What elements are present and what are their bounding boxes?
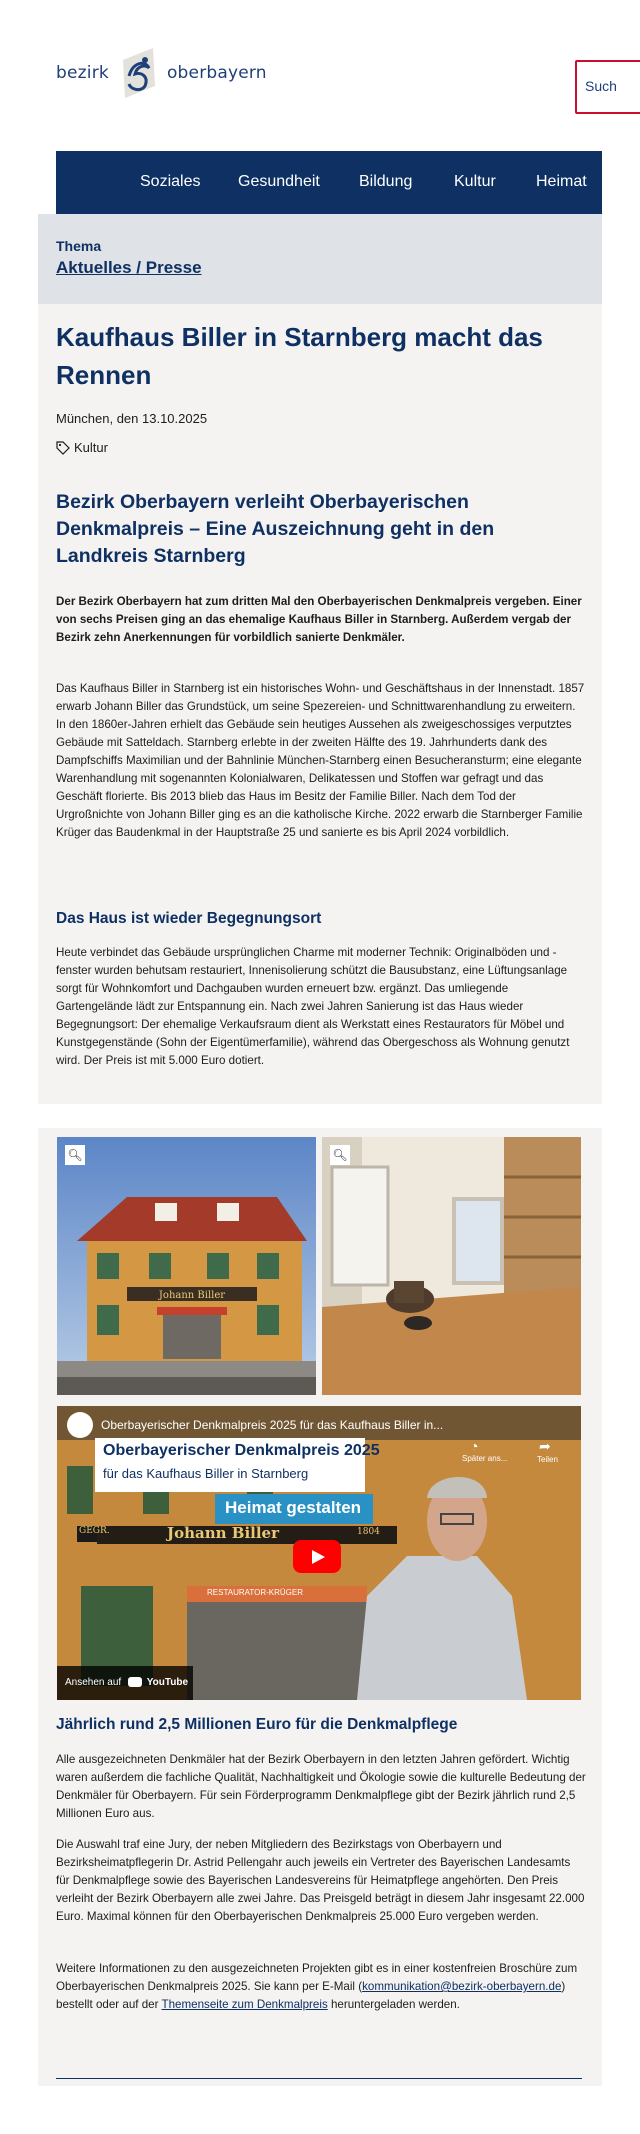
body5-post: heruntergeladen werden.: [327, 1998, 460, 2011]
watch-later-label: Später ans...: [462, 1454, 508, 1463]
logo-emblem-icon: [115, 42, 161, 104]
article-body-5: [56, 1960, 586, 2014]
watch-later-button[interactable]: [462, 1438, 507, 1463]
share-icon: ➦: [539, 1438, 551, 1454]
share-label: Teilen: [537, 1455, 558, 1464]
email-link[interactable]: kommunikation@bezirk-oberbayern.de: [362, 1980, 562, 1993]
logo-text-left: bezirk: [56, 63, 109, 83]
article-date: München, den 13.10.2025: [56, 411, 208, 426]
youtube-logo-icon: [128, 1677, 142, 1687]
main-navigation: [56, 151, 602, 214]
video-card-title: Oberbayerischer Denkmalpreis 2025: [103, 1442, 380, 1459]
nav-item-gesundheit[interactable]: Gesundheit: [238, 173, 320, 190]
video-title[interactable]: Oberbayerischer Denkmalpreis 2025 für das Kaufhaus Biller in...: [101, 1418, 444, 1432]
video-awning-text: RESTAURATOR-KRÜGER: [207, 1588, 304, 1597]
section-heading-denkmalpflege: Jährlich rund 2,5 Millionen Euro für die Denkmalpflege: [56, 1716, 458, 1733]
zoom-icon[interactable]: 🔍︎: [65, 1145, 85, 1165]
tag-label: Kultur: [74, 440, 108, 455]
heimat-badge: Heimat gestalten: [215, 1494, 373, 1524]
youtube-video-embed[interactable]: [57, 1406, 581, 1700]
thema-label: Thema: [56, 238, 102, 254]
search-button[interactable]: Such: [575, 60, 640, 114]
article-tag[interactable]: [56, 440, 108, 455]
video-sign-main: Johann Biller: [167, 1524, 279, 1542]
article-body-2: Heute verbindet das Gebäude ursprünglichen Charme mit moderner Technik: Originalböden und -fenster wurden behutsam restauriert, Innenisolierung schützt die Bausubstanz, eine Lüftungsanlage sorgt für Wohnkomfort und Dachgauben wurden erneuert bzw. ergänzt. Das umliegende Gartengelände lädt zur Entspannung ein. Nach zwei Jahren Sanierung ist das Haus wieder Begegnungsort: Der ehemalige Verkaufsraum dient als Werkstatt eines Restaurators für Möbel und Kunstgegenstände (Sohn der Eigentümerfamilie), während das Obergeschoss als Wohnung genutzt wird. Der Preis ist mit 5.000 Euro dotiert.: [56, 946, 570, 1067]
article-body-3: Alle ausgezeichneten Denkmäler hat der Bezirk Oberbayern in den letzten Jahren gefördert. Wichtig waren außerdem die fachliche Qualität, Nachhaltigkeit und Ökologie sowie die kulturelle Bedeutung der Denkmäler für Oberbayern. Für sein Förderprogramm Denkmalpflege gibt der Bezirk jährlich rund 2,5 Millionen Euro aus.: [56, 1753, 586, 1820]
video-sign-year: 1804: [357, 1527, 380, 1537]
youtube-wordmark: YouTube: [146, 1677, 189, 1688]
content-divider: [56, 2078, 582, 2079]
bezirk-oberbayern-logo[interactable]: [56, 40, 267, 106]
article-body-1: Das Kaufhaus Biller in Starnberg ist ein historisches Wohn- und Geschäftshaus in der Innenstadt. 1857 erwarb Johann Biller das Grundstück, um seine Spezereien- und Schnittwarenhandlung zu erweitern. In den 1860er-Jahren erhielt das Gebäude sein heutiges Aussehen als zweigeschossiges verputztes Gebäude mit Satteldach. Starnberg erlebte in der zweiten Hälfte des 19. Jahrhunderts dank des Dampfschiffs Maximilian und der Bahnlinie München-Starnberg einen Besucheransturm; eine elegante Warenhandlung mit sogenannten Kolonialwaren, Delikatessen und Stoffen war gefragt und das Geschäft florierte. Bis 2013 blieb das Haus im Besitz der Familie Biller. Nach dem Tod der Urgroßnichte von Johann Biller ging es an die katholische Kirche. 2022 erwarb die Starnberger Familie Krüger das Baudenkmal in der Hauptstraße 25 und sanierte es bis April 2024 vorbildlich.: [56, 682, 585, 839]
gallery-image-house-exterior[interactable]: [57, 1137, 316, 1395]
video-card: [95, 1438, 380, 1492]
clock-icon: ◔: [470, 1438, 479, 1454]
house-sign-text: Johann Biller: [158, 1290, 226, 1301]
channel-avatar[interactable]: [67, 1412, 93, 1438]
nav-item-heimat[interactable]: Heimat: [536, 173, 587, 190]
watch-on-label: Ansehen auf: [65, 1677, 122, 1688]
nav-item-soziales[interactable]: Soziales: [140, 173, 201, 190]
video-card-subtitle: für das Kaufhaus Biller in Starnberg: [103, 1466, 309, 1481]
zoom-icon[interactable]: 🔍︎: [330, 1145, 350, 1165]
site-header: [0, 0, 640, 150]
nav-item-kultur[interactable]: Kultur: [454, 173, 496, 190]
tag-icon: [56, 441, 70, 455]
article-lead: Der Bezirk Oberbayern hat zum dritten Mal den Oberbayerischen Denkmalpreis vergeben. Einer von sechs Preisen ging an das ehemalige Kaufhaus Biller in Starnberg. Außerdem vergab der Bezirk zehn Anerkennungen für vorbildlich sanierte Denkmäler.: [56, 595, 582, 644]
gallery-image-interior-room[interactable]: [322, 1137, 581, 1395]
logo-text-right: oberbayern: [166, 63, 267, 83]
nav-item-bildung[interactable]: Bildung: [359, 173, 413, 190]
article-body-4: Die Auswahl traf eine Jury, der neben Mitgliedern des Bezirkstags von Oberbayern und Bezirksheimatpflegerin Dr. Astrid Pellengahr auch jeweils ein Vertreter des Bayerischen Landesamts für Denkmalpflege sowie des Bayerischen Landesvereins für Heimatpflege angehörten. Den Preis verleiht der Bezirk Oberbayern alle zwei Jahre. Das Preisgeld beträgt in diesem Jahr insgesamt 22.000 Euro. Maximal können für den Oberbayerischen Denkmalpreis 25.000 Euro vergeben werden.: [56, 1838, 585, 1923]
article-subtitle: Bezirk Oberbayern verleiht Oberbayerischen Denkmalpreis – Eine Auszeichnung geht in den Landkreis Starnberg: [56, 491, 495, 567]
share-button[interactable]: [537, 1438, 558, 1464]
section-heading-begegnungsort: Das Haus ist wieder Begegnungsort: [56, 910, 322, 927]
thema-link[interactable]: Aktuelles / Presse: [56, 258, 202, 277]
video-sign-gegr: GEGR.: [79, 1526, 110, 1536]
body5-pre: Weitere Informationen zu den ausgezeichneten Projekten gibt es in einer kostenfreien Broschüre zum Oberbayerischen Denkmalpreis 2025. Sie kann per E-Mail (: [56, 1962, 578, 1993]
play-icon[interactable]: [293, 1540, 341, 1573]
themenseite-link[interactable]: Themenseite zum Denkmalpreis: [161, 1998, 328, 2011]
body5-mid: ) bestellt oder auf der: [56, 1980, 566, 2011]
watch-on-youtube-button[interactable]: [57, 1666, 193, 1700]
article-title: Kaufhaus Biller in Starnberg macht das Rennen: [56, 322, 543, 390]
